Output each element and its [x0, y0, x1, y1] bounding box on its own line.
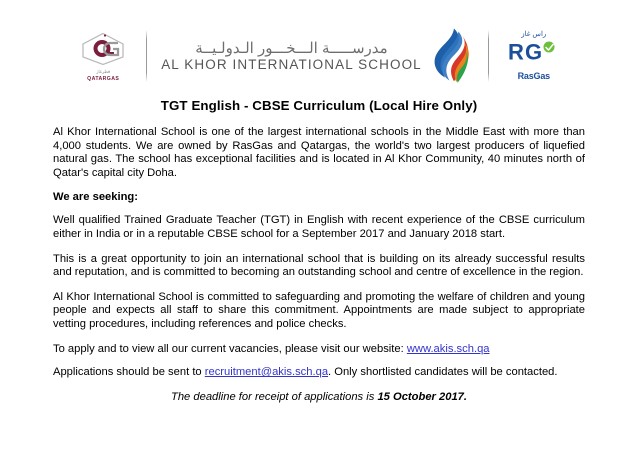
qatargas-logo	[16, 30, 132, 82]
page-title: TGT English - CBSE Curriculum (Local Hire Only)	[160, 98, 478, 113]
deadline-prefix-text: The deadline for receipt of applications is	[170, 390, 378, 403]
apply-text: To apply and to view all our current vacancies, please visit our website:	[53, 342, 407, 355]
rasgas-label: RasGas	[517, 71, 550, 81]
opportunity-paragraph: This is a great opportunity to join an international school that is building on its already successful results and reputation, and is committed to becoming an outstanding school and centre of excellence in the region.	[53, 252, 585, 279]
apply-paragraph	[53, 343, 585, 357]
rasgas-logo	[503, 31, 621, 81]
document-content	[53, 98, 585, 403]
seeking-heading: We are seeking:	[53, 191, 138, 204]
email-link[interactable]: recruitment@akis.sch.qa	[204, 366, 329, 379]
qatargas-label: QATARGAS	[87, 76, 120, 82]
deadline-note	[53, 391, 585, 403]
applications-suffix-text: . Only shortlisted candidates will be contacted.	[328, 366, 558, 379]
header-divider-right	[488, 30, 489, 82]
school-logo	[161, 27, 474, 85]
school-arabic-name: مدرســـــة الـــخـــور الـدولـيــة	[195, 39, 388, 57]
applications-paragraph	[53, 366, 585, 380]
deadline-date: 15 October 2017.	[377, 390, 468, 403]
role-paragraph: Well qualified Trained Graduate Teacher (TGT) in English with recent experience of the CBSE curriculum either in India or in a reputable CBSE school for a September 2017 and January 2018 start.	[53, 214, 585, 240]
header-divider-left	[146, 30, 147, 82]
flame-logo-icon	[428, 27, 474, 85]
safeguarding-paragraph: Al Khor International School is committed to safeguarding and promoting the welfare of children and young people and expects all staff to share this commitment. Appointments are made subject to appropriate vetting procedures, including references and police checks.	[53, 290, 585, 330]
website-link[interactable]: www.akis.sch.qa	[406, 342, 490, 355]
rasgas-arabic-label: راس غاز	[521, 31, 547, 38]
header-logo-band	[0, 22, 637, 90]
svg-text:R: R	[507, 39, 524, 65]
intro-paragraph: Al Khor International School is one of the largest international schools in the Middle East with more than 4,000 students. We are owned by RasGas and Qatargas, the world's two largest producers of liquefied natural gas. The school has exceptional facilities and is located in Al Khor Community, 40 minutes north of Qatar's capital city Doha.	[53, 126, 585, 179]
rasgas-mark-icon	[507, 39, 561, 65]
applications-prefix-text: Applications should be sent to	[53, 366, 205, 379]
svg-text:G: G	[524, 39, 542, 65]
qatargas-arabic-label: قطرغاز	[96, 69, 111, 74]
school-english-name: AL KHOR INTERNATIONAL SCHOOL	[161, 56, 422, 72]
qatargas-mark-icon	[80, 32, 126, 66]
